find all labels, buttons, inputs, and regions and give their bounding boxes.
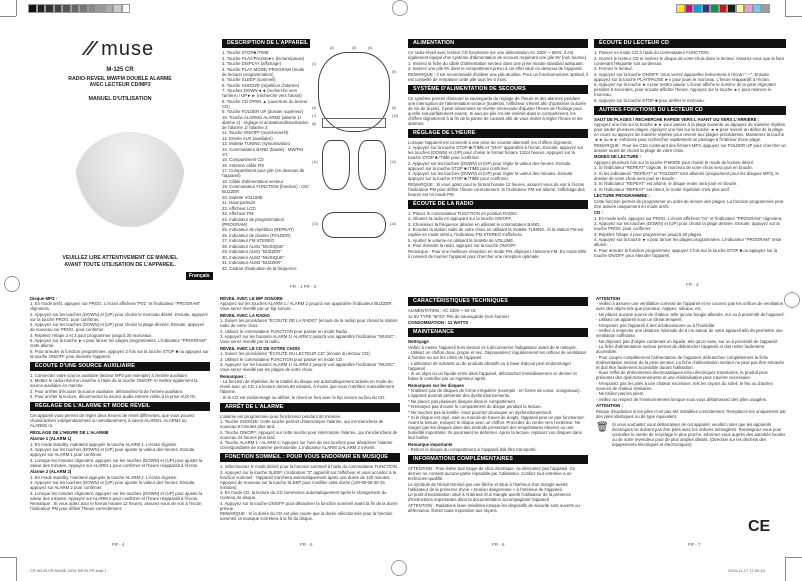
crop-mark [16, 557, 17, 581]
paragraph: 4. Pour arrêter la lecture, déconnectez la source audio externe reliée à la prise AUX IN. [30, 394, 196, 399]
paragraph: 3. Lorsque les minutes clignotent, appuyez sur les touches (DOWN) et (UP) pour ajuster la valeur des minutes. Appuyez sur ALARM 1 pour confirmer et l'heure réapparaît à l'écran. [30, 457, 203, 468]
paragraph: 8. Touche CD OPEN ▲ (ouverture du lecteur CD) [222, 98, 308, 109]
subheading: Disque MP3 : [30, 295, 57, 301]
paragraph: 1. En mode standby, maintenir appuyée la touche ALARM 2. L'écran clignote. [30, 474, 178, 480]
color-swatch [753, 4, 762, 13]
color-swatch [736, 4, 745, 13]
color-swatch [693, 4, 702, 13]
page-4-column [30, 294, 210, 512]
color-swatch [71, 4, 80, 13]
subheading: Remarques sur les disques [408, 382, 464, 388]
paragraph: Appuyez une fois sur la touche ►► pour passer à la plage suivante ou appuyez de manière répétée pour sauter plusieurs plages. Appuyez une fois sur la touche ◄◄ pour revenir au début de la plage en cours ou appuyez de manière répétée pour revenir aux plages précédentes. Maintenez la touche ◄◄ ou ►► enfoncée pour rechercher rapidement un passage à l'intérieur d'une plage. [594, 122, 786, 142]
crop-mark [785, 557, 802, 558]
paragraph: 2. Utilisez le commutateur FUNCTION pour passer en mode Radio. [220, 328, 349, 334]
paragraph: ATTENTION : Pour éviter tout risque de choc électrique, ne démontez pas l'appareil. Ce dernier ne contient aucune partie réparable par l'utilisateur. Confiez tout entretien à un technicien qualifié. [408, 466, 576, 481]
paragraph: 2. Appuyez sur les touches (DOWN) et (UP) pour choisir la plage désirée. Ensuite, appuyez sur la touche PROG. pour confirmer. [594, 221, 780, 231]
color-swatch [719, 4, 728, 13]
gray-calibration-bar [28, 4, 130, 13]
paragraph: 1. Appuyez sur la touche STOP ■ /TIME et "24Hr" apparaîtra à l'écran. Ensuite, appuyez sur les touches (DOWN) et (UP) pour choisir le format horaire 12/24 heures. Appuyez sur la touche STOP ■ /TIME pour confirmer. [408, 145, 584, 160]
paragraph: 5. Ajustez le volume en utilisant la molette de VOLUME. [408, 237, 515, 243]
subheading: Remarques : [220, 373, 247, 379]
color-swatch [113, 4, 122, 13]
paragraph: 3. Touche DISPLAY (affichage) [222, 61, 281, 66]
paragraph: 16. Antenne câble FM [222, 162, 264, 168]
section-heading: RÉGLAGE DE L'ALARME ET MODE RÉVEIL [30, 402, 210, 411]
subheading: MODES DE LECTURE : [594, 154, 642, 159]
paragraph: 14. Commutateur BAND (bande) : MW/FM ST. [222, 146, 303, 157]
paragraph: 6. Touche SNOOZE (répétition d'alarme) [222, 82, 300, 88]
diagram-callout: (10) [392, 114, 399, 118]
section-heading: ARRÊT DE L'ALARME [220, 403, 400, 412]
crop-mark [785, 557, 786, 581]
section-heading: INFORMATIONS COMPLÉMENTAIRES [408, 455, 588, 464]
paragraph: 1. Connectez votre source auxiliaire (lecteur MP3 par exemple) à l'entrée auxiliaire. [30, 372, 189, 378]
subheading: Nettoyage [408, 339, 429, 344]
paragraph: Ce système permet d'assurer la sauvegarde du réglage de l'heure et des alarmes pendant une interruption de l'alimentation secteur (toutefois, l'afficheur s'éteint afin d'optimiser la durée de vie de la pile). Il peut néanmoins se révéler nécessaire d'ajuster l'heure de l'horloge pour qu'elle soit parfaitement exacte. Si aucune pile n'a été insérée dans le compartiment, les chiffres clignoteront à la fin de la panne de courant afin de vous inviter à régler l'heure et les alarmes. [408, 95, 587, 126]
page-5-column [220, 294, 400, 522]
footer-filename: CR-M125 CR MUSE 1001 REV0 FR.indd 1 [30, 568, 107, 573]
subheading: ATTENTION : [596, 403, 623, 408]
paragraph: Cette fonction permet de programmer un ordre de lecture des plages. La fonction programmée peut être activée uniquement en mode arrêt. [594, 198, 784, 209]
paragraph: Risque d'explosion si les piles n'ont pas été installées correctement. Remplacez-les uniquement par des piles identiques ou de type équivalent. [596, 408, 786, 419]
subheading: Alarme 1 (ALARM 1) [30, 436, 72, 441]
paragraph: 4. Appuyez sur la touche ON/OFF. Vous verrez apparaître brièvement à l'écran "---". Ensuite, appuyez sur la touche PLAY/PAUSE ►ıı pour jouer le morceau. L'heure réapparaît à l'écran. [594, 71, 771, 82]
paragraph: 10. Touche ALARM1/ ALARM2 (alarme 1/ alarme 2) : réglage et activation/désactivation de l'alarme 1/ l'alarme 2 [222, 114, 309, 130]
page-6-column [408, 294, 588, 513]
paragraph: 31. Indicateur ALM2 "BUZZER" [222, 260, 282, 265]
paragraph: 2. Appuyez sur les touches (DOWN) et (UP) pour choisir le morceau désiré. Ensuite, appuyez sur la touche PROG. pour confirmer. [30, 311, 208, 322]
page-2-column [408, 36, 588, 259]
subheading: Remarque importante [408, 441, 453, 447]
language-badge: Français [186, 272, 213, 280]
paragraph: 7. Touches DOWN◄◄ (recherche vers l'arrière) / UP►► (recherche vers l'avant) [222, 88, 302, 98]
paragraph: 25. Indicateur de répétition (REPEAT) [222, 227, 294, 232]
paragraph: 6. Pour éteindre la radio, appuyez sur la touche ON/OFF. [408, 243, 517, 248]
ce-mark: CE [748, 518, 771, 535]
page-3-column [594, 36, 786, 258]
paragraph: - Si le CD est endommagé ou abîmé, le réveil se fera avec le bip sonore au lieu du CD. [220, 394, 386, 400]
paragraph: Remarque : Pour une meilleure réception en mode FM, déployez l'antenne FM. En mode MW, il convient de tourner l'appareil pour chercher une réception optimale. [408, 248, 587, 259]
paragraph: 28. Indicateur ALM1 "MUSIQUE" [222, 243, 285, 249]
paragraph: 5. Touche SLEEP (sommeil) [222, 77, 276, 82]
paragraph: 1. Suivez les procédures "ÉCOUTE DU LECTEUR CD" (écoute du lecteur CD). [220, 351, 371, 356]
paragraph: 29. Indicateur ALM1 "BUZZER" [222, 249, 282, 254]
paragraph: ATTENTION : Radiations laser invisibles lorsque les dispositifs de sécurité sont ouverts ou défectueux. Évitez toute exposition aux rayons. [408, 502, 580, 513]
diagram-callout: (14) [390, 222, 397, 226]
color-swatch [685, 4, 694, 13]
diagram-callout: (9) [392, 106, 397, 110]
color-swatch [676, 4, 685, 13]
paragraph: Le symbole de l'éclair terminé par une flèche et situé à l'intérieur d'un triangle avertit l'utilisateur de la présence d'une « tension dangereuse » à l'intérieur de l'appareil. [408, 481, 568, 492]
paragraph: Le point d'exclamation situé à l'intérieur d'un triangle avertit l'utilisateur de la présence d'instructions importantes dans la documentation accompagnant l'appareil. [408, 492, 572, 502]
paragraph: - N'exposez pas l'appareil à des éclaboussures ou à l'humidité. [596, 322, 716, 328]
diagram-callout: (13) [312, 222, 319, 226]
paragraph: 17. Compartiment pour pile (en dessous de l'appareil) [222, 168, 305, 178]
paragraph: 22. Afficheur LCD [222, 205, 256, 211]
paragraph: 2. Touche PLAY/PAUSE►ıı (lecture/pause) [222, 55, 305, 61]
product-subtitle: RADIO-REVEIL MW/FM DOUBLE ALARME [68, 76, 172, 82]
paragraph: 1. Suivez les procédures "ÉCOUTE DE LA RADIO" (écoute de la radio) pour choisir la station radio de votre choix. [220, 318, 398, 328]
paragraph: 5. Appuyez sur la touche ►ıı pour mettre pause. L'écran affiche le numéro de la piste clignotant pendant 5 secondes, pour ensuite afficher l'heure. Appuyez sur la touche ►ıı pour relancer le morceau. [594, 82, 776, 97]
paragraph: - La fiche d'alimentation secteur permet de débrancher l'appareil et doit rester facilement accessible. [596, 344, 765, 354]
paragraph: 32. Cadran d'indication de la fréquence [222, 265, 297, 271]
paragraph: 2. Allumez la radio en appuyant sur la touche ON/OFF. [408, 216, 512, 221]
registration-mark [4, 276, 20, 292]
subheading: ATTENTION [596, 295, 621, 301]
paragraph: - Ne placez aucune source de chaleur, telle qu'une bougie allumée, sur ou à proximité de l'appareil. [596, 311, 785, 317]
paragraph: - Retirez le disque du compartiment si l'appareil doit être transporté. [408, 447, 537, 452]
paragraph: 1. En mode standby, maintenir appuyée la touche ALARM 1. L'écran clignote. [30, 441, 178, 447]
paragraph: 4. Appuyez sur la touche ►ıı pour lancer les plages programmées. L'indicateur "PROGRAM" reste allumé. [594, 237, 782, 247]
device-side-diagram [322, 140, 350, 190]
paragraph: 5. Appuyez sur la touche ►ıı pour lancer les plages programmées. L'indicateur "PROGRAM" reste allumé. [30, 338, 207, 348]
paragraph: 26. Indicateur de dossier (FOLDER) [222, 232, 291, 238]
color-swatch [54, 4, 63, 13]
diagram-callout: (7) [312, 114, 317, 118]
paragraph: Veillez à mettre l'appareil hors tension et à déconnecter l'adaptateur avant de le nettoyer. [408, 344, 577, 350]
crop-mark [0, 557, 16, 558]
footer-date: 2013-11-17 17:02:43 [728, 568, 765, 573]
description-column [222, 36, 310, 271]
section-heading: FONCTION SOMMEIL : POUR VOUS ENDORMIR EN MUSIQUE [220, 453, 400, 462]
crop-mark [785, 0, 786, 16]
subheading: RÉVEIL AVEC LE BIP SONORE [220, 295, 283, 301]
paragraph: 2. Touche ON/OFF: Appuyez sur cette touche pour interrompre l'alarme, qui s'enclenchera de nouveau 24 heures plus tard. [220, 429, 398, 440]
paragraph: 2. Appuyez sur les touches (DOWN) et (UP) pour ajuster la valeur des heures. Ensuite, appuyez sur ALARM 1 pour confirmer. [30, 447, 196, 457]
color-swatch [79, 4, 88, 13]
paragraph: - Si un objet ou un liquide entre dans l'appareil, débranchez immédiatement ce dernier et faites-le contrôler par un ingénieur agréé. [408, 371, 577, 381]
color-swatch [710, 4, 719, 13]
paragraph: 3. Appuyez sur les touches (DOWN) et (UP) pour choisir la plage désirée. Ensuite, appuyez de nouveau sur PROG. pour confirmer. [30, 322, 205, 332]
product-image [75, 132, 185, 227]
paragraph: - Sous l'effet de phénomènes électrostatiques et/ou électriques transitoires, le produit peut présenter des dysfonctionnements et une réinitialisation peut s'avérer nécessaire. [596, 370, 768, 380]
page-number: FR - 1 FR - 2 [290, 284, 317, 289]
paragraph: Appuyez sur les touches ALARM 1 / ALARM 2 jusqu'à voir apparaître l'indicateur BUZZER. Vous serez réveillé par un bip sonore. [220, 301, 393, 311]
paragraph: Lorsque l'appareil est connecté à une prise de courant alternatif, les chiffres clignotent. [408, 139, 573, 145]
diagram-callout: (11) [312, 160, 318, 164]
paragraph: * Si le disque est rayé, sale ou maculé de traces de doigts, l'appareil peut ne pas fonctionner. Avant la lecture, essuyez le disque avec un chiffon. Procédez du centre vers l'extérieur. Ne rangez pas les disques dans des endroits présentant des températures élevées ou une humidité importante. Ils pourraient se déformer. Après la lecture, replacez vos disques dans leur boîtier. [408, 415, 585, 440]
paragraph: 12. Entrée AUX (auxiliaire) [222, 135, 273, 141]
color-swatch [122, 4, 131, 13]
paragraph: 3. Choisissez la fréquence désirée en utilisant le commutateur BAND. [408, 221, 541, 227]
paragraph: - N'exposez pas les piles à une chaleur excessive, tels les rayons du soleil, le feu ou d'autres sources de chaleur similaires. [596, 380, 773, 391]
page-7-column [596, 294, 786, 447]
brand-logo: ⁄⁄ muse [85, 38, 155, 60]
paragraph: Si vous souhaitez vous débarrasser de cet appareil, veuillez noter que les appareils électriques ne doivent pas être jetés avec les ordures ménagères. Renseignez-vous pour connaître le centre de recyclage le plus proche. Informez-vous auprès des autorités locales ou de votre revendeur pour de plus amples détails. (Directive sur les déchets des équipements électriques et électroniques) [612, 421, 786, 447]
color-swatch [96, 4, 105, 13]
paragraph: - Ne brûlez pas les piles! [596, 391, 644, 396]
device-button-panel [322, 118, 386, 128]
page-number: FR - 5 [300, 542, 313, 547]
paragraph: * Ne touchez pas la lentille. Vous pourriez provoquer un dysfonctionnement. [408, 409, 553, 415]
paragraph: 1. Touche STOP■ /TIME [222, 50, 269, 55]
paragraph: REMARQUE : Pour les CDs contenant des fichiers MP3, appuyez sur FOLDER UP pour chercher un dossier avant de choisir la plage de votre choix. [594, 142, 786, 153]
paragraph: 1. Placez le commutateur FUNCTION en position RADIO. [408, 210, 518, 216]
warning-line: VEUILLEZ LIRE ATTENTIVEMENT CE MANUEL [62, 255, 178, 261]
page-number: FR - 6 [492, 542, 505, 547]
paragraph: 5. Pour annuler la fonction programmée, appuyez 2 fois sur la touche STOP ■ ou appuyez sur la touche ON/OFF pour éteindre l'appareil. [594, 247, 778, 258]
paragraph: 15. Compartiment CD [222, 157, 264, 162]
page-number: FR - 3 [686, 282, 699, 287]
section-heading: CARACTÉRISTIQUES TECHNIQUES [408, 297, 588, 306]
paragraph: 1. En mode arrêt, appuyez sur PROG. L'écran affichera "01" et l'indicateur "PROGRAM" clignotera. [594, 215, 783, 221]
paragraph: 2. Appuyez sur les touches (DOWN) et (UP) pour ajuster la valeur des heures. Ensuite, appuyez sur ALARM 2 pour confirmer. [30, 480, 196, 490]
paragraph: 13. Molette TUNING (syntonisation) [222, 141, 290, 146]
page-number: FR - 4 [112, 542, 125, 547]
product-subtitle: AVEC LECTEUR CD/MP3 [89, 82, 151, 88]
section-heading: MAINTENANCE [408, 328, 588, 337]
subheading: RÉVEIL AVEC LA RADIO [220, 312, 270, 318]
paragraph: 2. Utilisez le commutateur FUNCTION pour passer en mode CD. [220, 356, 344, 362]
paragraph: * Ne placez pas plusieurs disques dans le compartiment. [408, 398, 516, 404]
registration-mark [392, 0, 408, 16]
paragraph: 30. Indicateur ALM2 "MUSIQUE" [222, 254, 285, 260]
weee-bin-icon: 🗑 [596, 421, 609, 433]
crop-mark [16, 0, 17, 16]
subheading: SAUT DE PLAGES / RECHERCHE RAPIDE VERS L'AVANT OU VERS L'ARRIÈRE : [594, 116, 760, 122]
paragraph: - Utilisez un chiffon doux, propre et sec. Dépoussiérez régulièrement les orifices de ventilation à l'arrière ou sur les côtés de l'appareil. [408, 350, 587, 360]
color-swatch [727, 4, 736, 13]
device-top-diagram [322, 212, 386, 238]
color-swatch [62, 4, 71, 13]
paragraph: 20. Molette VOLUME [222, 194, 263, 200]
paragraph: 19. Commutateur FUNCTION (fonction) : CD/ BUZZER [222, 184, 309, 194]
section-heading: AUTRES FONCTIONS DU LECTEUR CD [594, 106, 786, 115]
color-swatch [37, 4, 46, 13]
paragraph: 3. Si l'indicateur "REPEAT" est allumé, le disque entier sera joué en boucle. [594, 181, 738, 186]
paragraph: 4. Appuyez sur la touche ON/OFF pour désactiver la fonction sommeil avant la fin de la durée prévue. [220, 500, 398, 511]
device-side-diagram [358, 140, 386, 190]
subheading: RÉVEIL AVEC LE CD DE VOTRE CHOIX [220, 345, 301, 351]
paragraph: - L'utilisation de solvants ou de produits abrasifs ou à base d'alcool peut endommager l'appareil. [408, 360, 572, 371]
paragraph: L'alarme est programmée pour fonctionner pendant 60 minutes. [220, 413, 342, 419]
paragraph: - Veillez à assurer une ventilation correcte de l'appareil et ne couvrez pas les orifices de ventilation avec des objets tels que journaux, nappes, rideaux, etc. [596, 301, 784, 311]
paragraph: 3. En mode CD, la lecture du CD commence automatiquement après le changement du contenu du disque. [220, 490, 387, 500]
subheading: CD : [594, 210, 603, 215]
diagram-callout: (3) [352, 46, 357, 50]
paragraph: Ce radio-réveil avec lecteur CD fonctionne sur une alimentation AC 230V ~ 50Hz. Il est également équipé d'un système d'alimentation de secours requérant une pile 9V (non fournie). [408, 50, 588, 60]
cover-page [40, 38, 200, 102]
diagram-callout: (12) [390, 160, 397, 164]
paragraph: 1. Insérez la fiche du câble d'alimentation secteur dans une prise murale standard adéquate. [408, 60, 584, 66]
weee-notice [596, 422, 786, 447]
paragraph: 2. Mettez le radio-réveil en marche à l'aide de la touche ON/OFF et mettez également la source auxiliaire en marche. [30, 378, 198, 388]
crop-mark [0, 16, 16, 17]
paragraph: - Veillez au respect de l'environnement lorsque vous vous débarrassez des piles usagées. [596, 396, 768, 402]
paragraph: - Ne déposez pas d'objets contenant un liquide, tels qu'un vase, sur ou à proximité de l'appareil. [596, 338, 779, 344]
paragraph: - La fonction de répétition de la totalité du disque est automatiquement activée en mode de réveil avec un CD. La lecture durera 60 minutes, à moins que vous n'arrêtiez manuellement l'alarme. [220, 379, 394, 394]
paragraph: 18. Câble d'alimentation secteur [222, 178, 284, 184]
paragraph: 3. Lorsque les minutes clignotent, appuyez sur les touches (DOWN) et (UP) pour ajuster la valeur des minutes. Appuyez sur ALARM 2 pour confirmer et l'heure réapparaît à l'écran. [30, 490, 203, 501]
paragraph: 3. Appuyez sur les boutons ALARM 1/ ALARM 2 jusqu'à voir apparaître l'indicateur "MUSIC". Vous serez réveillé par les plages de votre choix. [220, 362, 396, 372]
paragraph: 3. Appuyez sur les touches (DOWN) et (UP) pour régler la valeur des minutes. Ensuite, appuyez sur la touche STOP ■ /TIME pour confirmer. [408, 171, 574, 181]
paragraph: 6. Appuyez sur la touche STOP ■ pour arrêter le morceau. [594, 97, 705, 103]
warning-line: AVANT TOUTE UTILISATION DE L'APPAREIL. [64, 261, 176, 268]
paragraph: 4. Répétez l'étape 2 et 3 pour programmer jusqu'à 20 morceaux. [30, 332, 153, 338]
page-number: FR - 7 [688, 542, 701, 547]
color-swatch [105, 4, 114, 13]
paragraph: 23. Afficheur PM [222, 211, 254, 216]
diagram-callout: (2) [330, 46, 335, 50]
paragraph: * N'essayez pas d'ouvrir le compartiment du disque pendant la lecture. [408, 404, 542, 409]
paragraph: 21. Haut-parleurs [222, 200, 256, 205]
paragraph: - Pour couper complètement l'alimentation de l'appareil, débranchez complètement la fiche d'alimentation secteur de la prise secteur. La fiche d'alimentation secteur ne peut pas être entravée et doit être facilement accessible durant l'utilisation. [596, 354, 785, 370]
paragraph: 2. Si les indicateurs "REPEAT" et "FOLDER" sont allumés (uniquement pour les disques MP3), le dossier de votre choix sera joué en boucle. [594, 170, 779, 181]
crop-mark [785, 16, 802, 17]
section-heading: ÉCOUTE D'UNE SOURCE AUXILIAIRE [30, 362, 210, 371]
paragraph: Cet appareil vous permet de régler deux heures de réveil différentes, que vous pouvez choisir/activer indépendamment ou simultanément, à savoir ALARM1, ALARM2 ou ALARM1+2. [30, 413, 195, 428]
section-heading: RÉGLAGE DE L'HEURE [408, 129, 588, 138]
color-swatch [28, 4, 37, 13]
paragraph: 9. Touche FOLDER UP (dossier supérieur) [222, 109, 304, 114]
paragraph: 4. Écoutez la station radio de votre choix en utilisant la molette TUNING. Si la station FM est captée en mode stéréo, l'indicateur FM STEREO s'affichera. [408, 227, 584, 237]
registration-mark [784, 292, 800, 308]
paragraph: REMARQUE : Si vous optez pour le format horaire 12 heures, assurez-vous de voir à l'écran l'indicateur PM pour définir l'heure correctement. Si l'indicateur PM est allumé, l'affichage des heures est en mode PM. [408, 181, 585, 197]
paragraph: 1. Touche SNOOZE: Cette touche permet d'interrompre l'alarme, qui s'enclenchera de nouveau 9 minutes plus tard. [220, 419, 384, 429]
color-swatch [45, 4, 54, 13]
paragraph: 1. Sélectionnez le mode désiré pour la fonction sommeil à l'aide du commutateur FUNCTION. [220, 464, 399, 469]
color-swatch [744, 4, 753, 13]
diagram-callout: (4) [368, 46, 373, 50]
subheading: Alarme 2 (ALARM 2) [30, 469, 72, 474]
subheading: RÉGLAGE DE L'HEURE DE L'ALARME [30, 429, 109, 435]
paragraph: - Utilisez cet appareil sous un climat tempéré. [596, 317, 683, 322]
paragraph: 3. Fermez le lecteur. [594, 66, 633, 71]
paragraph: 11. Touche ON/OFF (marche/arrêt) [222, 130, 289, 135]
color-calibration-bar [676, 4, 770, 13]
paragraph: 2. Appuyez sur les touches (DOWN) et (UP) pour régler la valeur des heures. Ensuite, appuyez sur la touche STOP ■ /TIME pour confirmer. [408, 160, 572, 171]
paragraph: Appuyez plusieurs fois sur la touche P.MODE pour choisir le mode de lecture désiré. [594, 159, 755, 165]
section-heading: ÉCOUTE DU LECTEUR CD [594, 39, 786, 48]
color-swatch [761, 4, 770, 13]
paragraph: * N'utilisez pas de disques de forme irrégulière (exemple : en forme de coeur, octogonaux). L'appareil pourrait présenter des dysfonctionnements. [408, 388, 581, 398]
paragraph: 2. Ouvrez le lecteur CD et insérez le disque de votre choix dans le lecteur. Assurez-vous que la face contenant l'étiquette soit au-dessus. [594, 55, 785, 66]
paragraph: 2. Appuyez sur la touche SLEEP. L'indication "Z" apparaît sur l'afficheur et vous accédez à la fonction sommeil : l'appareil s'arrêtera automatiquement après une durée de 120 minutes. Appuyez de nouveau sur la touche SLEEP pour modifier cette durée (120-90-60-30-15 minutes). [220, 469, 397, 490]
paragraph: 3. Pour arrêter d'écouter la source auxiliaire, débranchez-la de l'entrée auxiliaire. [30, 388, 184, 394]
section-heading: SYSTÈME D'ALIMENTATION DE SECOURS [408, 85, 588, 94]
paragraph: ALIMENTATION : AC 230V ~ 50 Hz [408, 308, 476, 313]
paragraph: - Veillez à respecter une distance minimale de 5 cm autour de votre appareil afin de permettre une ventilation suffisante. [596, 328, 783, 338]
section-heading: ALIMENTATION [408, 39, 588, 48]
section-heading: ÉCOUTE DE LA RADIO [408, 200, 588, 209]
color-swatch [88, 4, 97, 13]
paragraph: 4. Touche PLAY MODE/ PROGRAM (mode de lecture/ programmation) [222, 66, 305, 77]
paragraph: 3. Appuyez sur les boutons ALARM 1/ ALARM 2 jusqu'à voir apparaître l'indicateur "MUSIC". Vous serez réveillé par la radio. [220, 334, 396, 344]
paragraph: REMARQUE : Il est recommandé d'utiliser une pile alcaline. Pour un fonctionnement optimal, il est conseillé de remplacer cette pile tous les 6 mois. [408, 71, 588, 82]
paragraph: 4. Si l'indicateur "REPEAT" est éteint, le mode répétition n'est plus actif. [594, 186, 730, 192]
paragraph: 24. Indicateur de programmation (PROGRAM) [222, 216, 285, 227]
paragraph: 1. En mode arrêt, appuyez sur PROG. L'écran affichera "P01" et l'indicateur "PROGRAM" clignotera. [30, 301, 201, 311]
paragraph: 6. Pour annuler la fonction programmée, appuyez 2 fois sur la touche STOP ■ ou appuyez sur la touche ON/OFF pour éteindre l'appareil. [30, 348, 209, 359]
subheading: CONSOMMATION : 11 WATTS [408, 320, 469, 325]
model-name: M-125 CR [106, 67, 134, 73]
subheading: LECTURE PROGRAMMÉE : [594, 193, 650, 198]
diagram-callout: (5) [392, 70, 397, 74]
paragraph: 1. Si l'indicateur "REPEAT" clignote, le morceau de votre choix sera joué en boucle. [594, 165, 753, 170]
paragraph: 1. Passez en mode CD à l'aide du commutateur FUNCTION. [594, 50, 710, 55]
paragraph: 2. Insérez une pile 9V dans le compartiment prévu à cet effet situé en dessous de l'appareil. [408, 66, 583, 71]
paragraph: 3. Répétez l'étape 2 pour programmer jusqu'à 20 plages. [594, 231, 703, 237]
registration-mark [391, 560, 407, 576]
paragraph: 27. Indicateur FM STEREO [222, 238, 275, 243]
diagram-callout: (6) [312, 106, 317, 110]
paragraph: Remarque : Si vous optez pour le format horaire 12 heures, assurez-vous de voir à l'écran l'indicateur PM pour définir l'heure correctement. [30, 501, 202, 511]
diagram-callout: (1) [312, 62, 317, 66]
color-swatch [702, 4, 711, 13]
paragraph: REMARQUE : Si la durée du CD est plus courte que la durée sélectionnée pour la fonction sommeil, la musique s'arrêtera à la fin du disque. [220, 511, 393, 521]
paragraph: 3. Touche ALARM 1 / ALARM 2: Appuyez sur l'une de ces touches pour désactiver l'alarme correspondante de manière permanente. L'indicateur ALARM 1/ALARM 2 s'éteint. [220, 440, 393, 450]
diagram-callout: (8) [312, 122, 317, 126]
read-manual-warning [40, 255, 200, 268]
brand-logo-text: muse [101, 38, 155, 60]
section-heading: DESCRIPTION DE L'APPAREIL [222, 39, 310, 48]
manual-title: MANUEL D'UTILISATION [88, 96, 152, 102]
paragraph: 1x 9V TYPE "6F22" Pile de sauvegarde (non fournie) [408, 313, 509, 319]
